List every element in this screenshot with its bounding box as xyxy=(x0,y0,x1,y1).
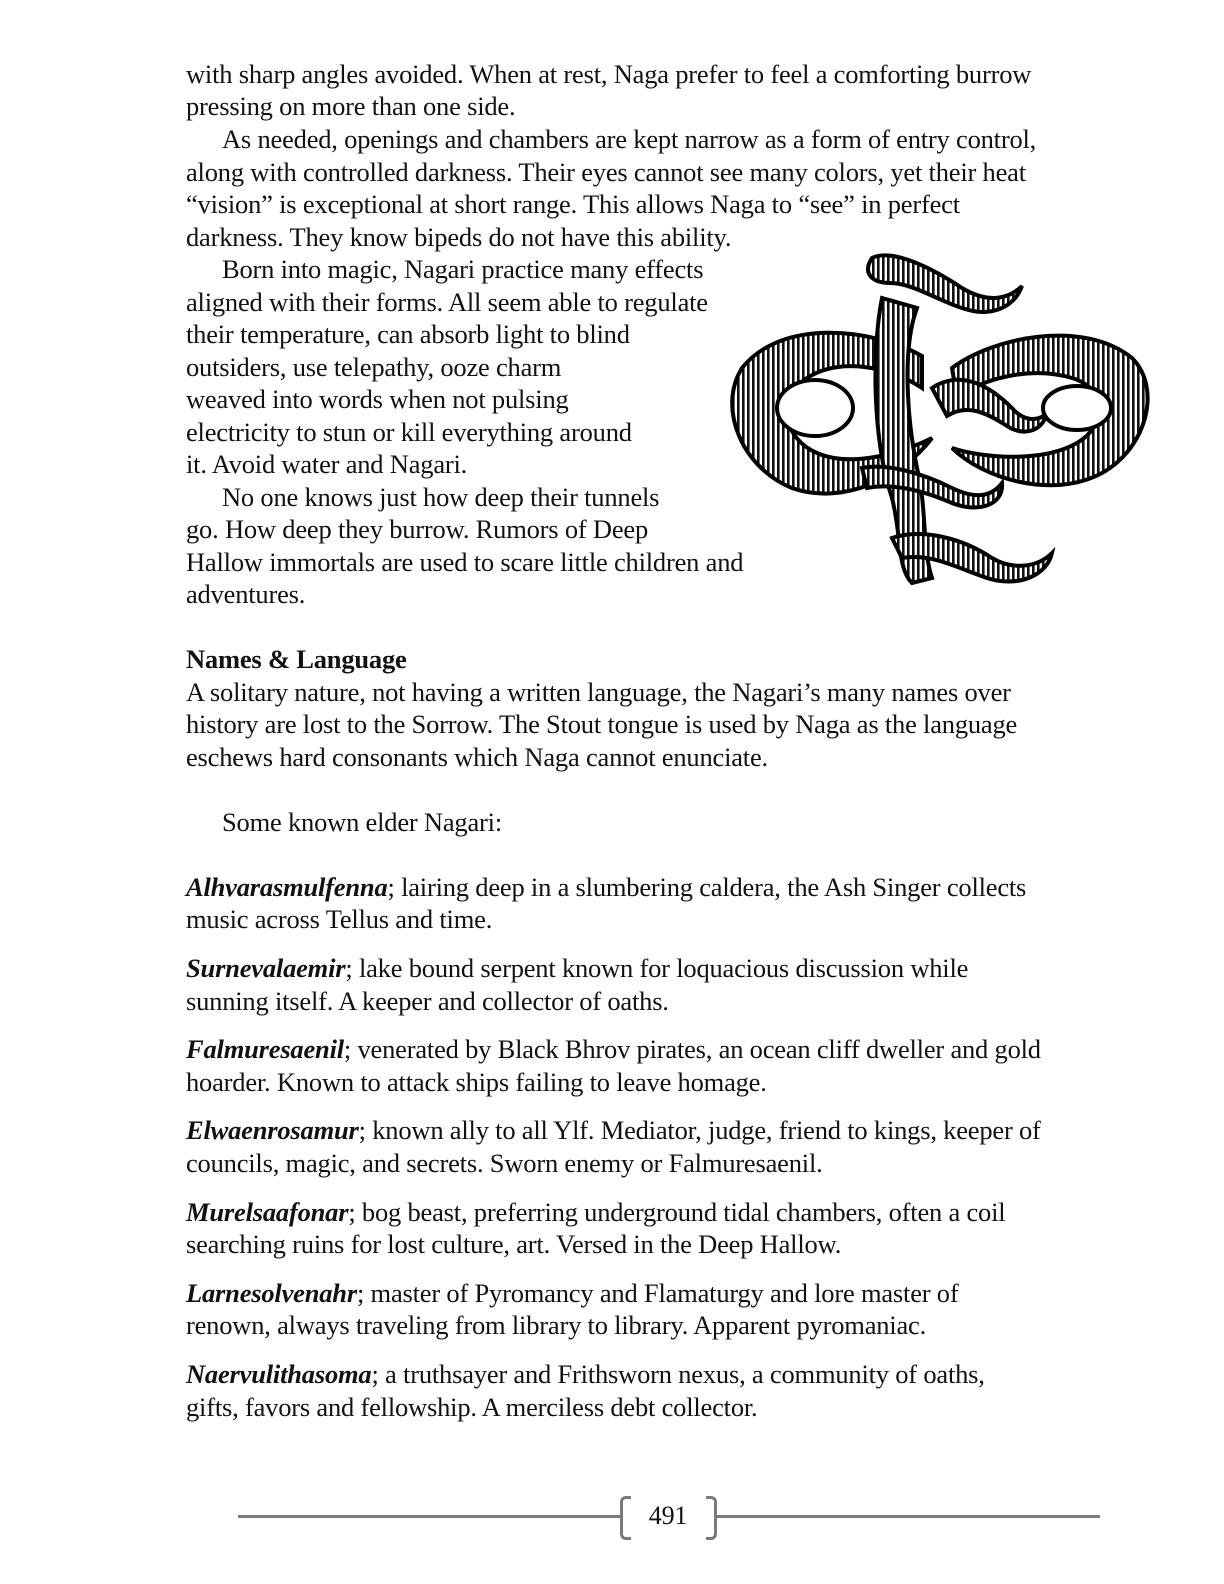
list-item-continuation: renown, always traveling from library to library. Apparent pyromaniac. xyxy=(186,1310,927,1340)
entry-name: Surnevalaemir xyxy=(186,953,346,983)
paragraph-line: their temperature, can absorb light to blind xyxy=(186,319,630,349)
footer-rule-left xyxy=(238,1515,620,1518)
entry-name: Falmuresaenil xyxy=(186,1034,344,1064)
knotwork-serpent-icon xyxy=(722,238,1154,594)
entry-name: Larnesolvenahr xyxy=(186,1278,357,1308)
list-item xyxy=(186,1196,1005,1229)
entry-name: Alhvarasmulfenna xyxy=(186,872,388,902)
paragraph-line: pressing on more than one side. xyxy=(186,91,516,121)
paragraph-line: along with controlled darkness. Their eyes cannot see many colors, yet their heat xyxy=(186,157,1026,187)
entry-name: Elwaenrosamur xyxy=(186,1115,359,1145)
entry-name: Murelsaafonar xyxy=(186,1197,349,1227)
entry-description: ; known ally to all Ylf. Mediator, judge, friend to kings, keeper of xyxy=(358,1115,1041,1145)
list-item-continuation: councils, magic, and secrets. Sworn enemy or Falmuresaenil. xyxy=(186,1148,823,1178)
paragraph-line: Hallow immortals are used to scare little children and xyxy=(186,547,744,577)
entry-description: ; lake bound serpent known for loquacious discussion while xyxy=(345,953,969,983)
paragraph-line: outsiders, use telepathy, ooze charm xyxy=(186,352,562,382)
list-item-continuation: gifts, favors and fellowship. A merciless debt collector. xyxy=(186,1392,758,1422)
paragraph-line: it. Avoid water and Nagari. xyxy=(186,449,468,479)
paragraph-line: aligned with their forms. All seem able to regulate xyxy=(186,287,708,317)
list-item-continuation: music across Tellus and time. xyxy=(186,904,493,934)
list-item-continuation: sunning itself. A keeper and collector of oaths. xyxy=(186,986,669,1016)
paragraph-line: As needed, openings and chambers are kept narrow as a form of entry control, xyxy=(222,124,1037,154)
entry-name: Naervulithasoma xyxy=(186,1359,372,1389)
paragraph-line: A solitary nature, not having a written language, the Nagari’s many names over xyxy=(186,677,1011,707)
page-number: 491 xyxy=(648,1501,688,1530)
list-item xyxy=(186,1033,1041,1066)
entry-description: ; a truthsayer and Frithsworn nexus, a community of oaths, xyxy=(371,1359,985,1389)
footer-rule-right xyxy=(717,1515,1100,1518)
right-brace-icon xyxy=(706,1496,717,1540)
list-item xyxy=(186,1114,1041,1147)
paragraph-line: with sharp angles avoided. When at rest, Naga prefer to feel a comforting burrow xyxy=(186,59,1032,89)
list-intro: Some known elder Nagari: xyxy=(222,807,502,837)
entry-description: ; lairing deep in a slumbering caldera, the Ash Singer collects xyxy=(387,872,1027,902)
list-item xyxy=(186,871,1026,904)
entry-description: ; venerated by Black Bhrov pirates, an ocean cliff dweller and gold xyxy=(343,1034,1041,1064)
paragraph-line: electricity to stun or kill everything around xyxy=(186,417,632,447)
list-item xyxy=(186,952,968,985)
paragraph-line: “vision” is exceptional at short range. This allows Naga to “see” in perfect xyxy=(186,189,960,219)
list-item xyxy=(186,1277,958,1310)
section-heading: Names & Language xyxy=(186,644,407,674)
paragraph-line: Born into magic, Nagari practice many effects xyxy=(222,254,704,284)
list-item-continuation: hoarder. Known to attack ships failing to leave homage. xyxy=(186,1067,767,1097)
paragraph-line: No one knows just how deep their tunnels xyxy=(222,482,660,512)
entry-description: ; bog beast, preferring underground tidal chambers, often a coil xyxy=(348,1197,1006,1227)
list-item-continuation: searching ruins for lost culture, art. Versed in the Deep Hallow. xyxy=(186,1229,842,1259)
paragraph-line: weaved into words when not pulsing xyxy=(186,384,569,414)
paragraph-line: adventures. xyxy=(186,579,306,609)
paragraph-line: go. How deep they burrow. Rumors of Deep xyxy=(186,514,649,544)
paragraph-line: darkness. They know bipeds do not have this ability. xyxy=(186,222,732,252)
paragraph-line: eschews hard consonants which Naga cannot enunciate. xyxy=(186,742,768,772)
paragraph-line: history are lost to the Sorrow. The Stout tongue is used by Naga as the language xyxy=(186,709,1018,739)
list-item xyxy=(186,1358,985,1391)
entry-description: ; master of Pyromancy and Flamaturgy and lore master of xyxy=(356,1278,959,1308)
